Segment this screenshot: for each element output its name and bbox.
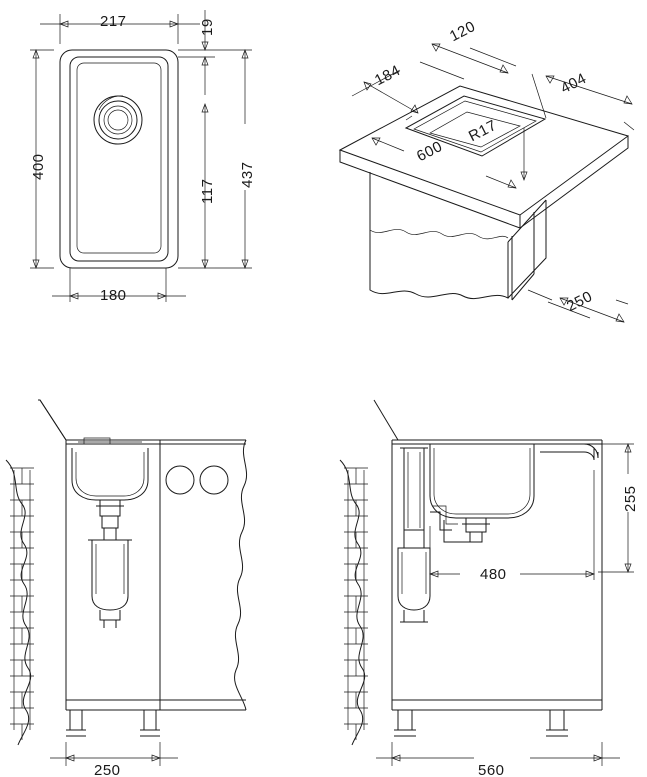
isometric-view-dimension-lines xyxy=(352,44,634,322)
front-section-view-dimension-lines xyxy=(376,444,634,766)
dim-top-height-400: 400 xyxy=(30,153,47,180)
dim-top-inner-117: 117 xyxy=(199,178,216,204)
dim-iso-depth-184: 184 xyxy=(372,61,404,90)
dim-front-height-255: 255 xyxy=(622,485,639,512)
side-section-view-geometry xyxy=(6,400,250,745)
front-section-view-geometry xyxy=(340,400,602,745)
dim-top-offset-19: 19 xyxy=(199,18,216,36)
dim-iso-cutout-120: 120 xyxy=(447,17,479,46)
dim-front-outer-560: 560 xyxy=(478,762,505,777)
dim-front-inner-480: 480 xyxy=(480,566,507,583)
dim-side-depth-250: 250 xyxy=(94,762,121,777)
dim-top-total-437: 437 xyxy=(239,161,256,188)
dim-iso-width-404: 404 xyxy=(558,69,590,98)
dim-top-width-217: 217 xyxy=(100,13,127,30)
dim-top-bowl-180: 180 xyxy=(100,287,127,304)
dim-iso-counter-600: 600 xyxy=(414,137,446,166)
isometric-view-geometry xyxy=(340,86,628,300)
dim-iso-radius-r17: R17 xyxy=(466,116,500,146)
top-view-geometry xyxy=(60,50,178,268)
dim-iso-apron-250: 250 xyxy=(564,287,596,316)
